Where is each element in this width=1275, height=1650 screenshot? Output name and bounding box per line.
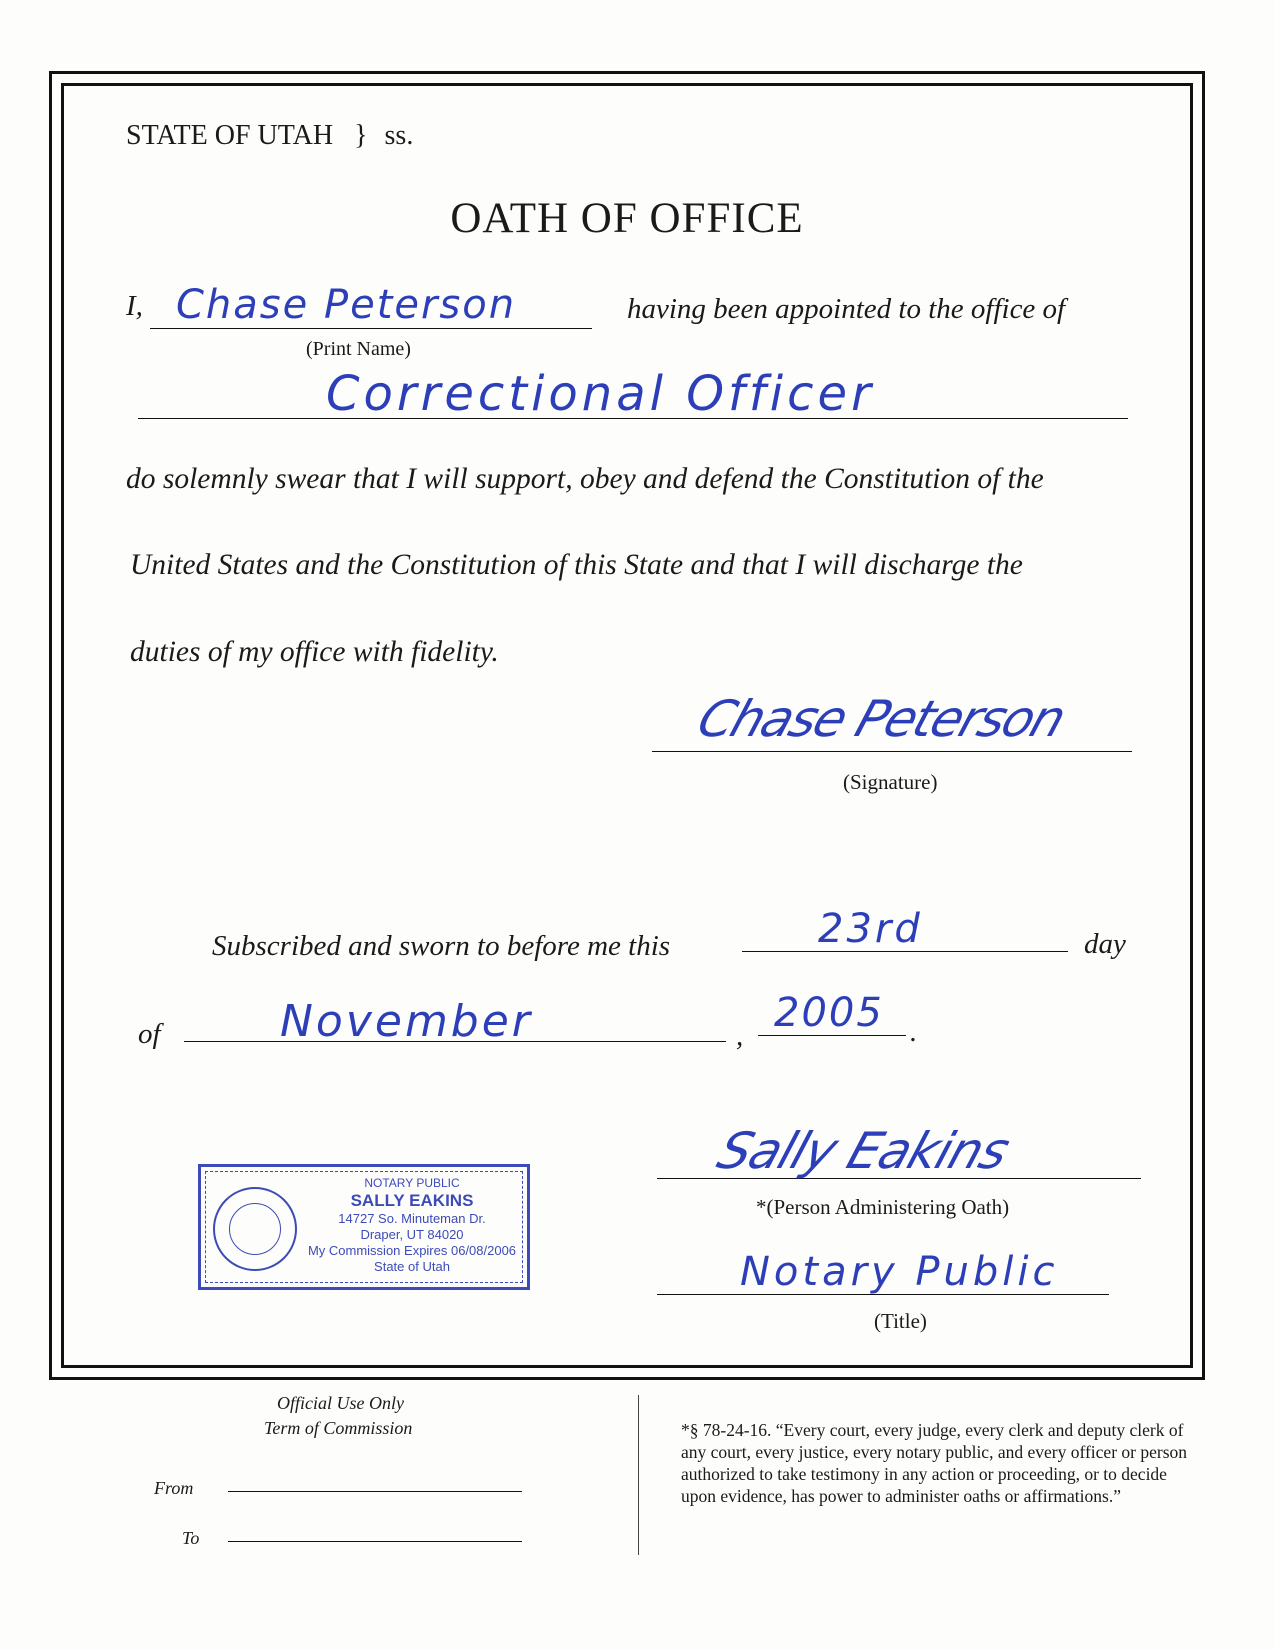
brace: } <box>354 120 368 151</box>
oath-prefix: I, <box>126 290 143 322</box>
state-seal-icon <box>213 1187 297 1271</box>
footer-divider <box>638 1395 639 1555</box>
stamp-state: State of Utah <box>374 1259 450 1274</box>
of-word: of <box>138 1018 161 1050</box>
signature-line <box>652 751 1132 752</box>
stamp-commission: My Commission Expires 06/08/2006 <box>307 1243 517 1258</box>
oath-text-line-1: do solemnly swear that I will support, obey and defend the Constitution of the <box>126 463 1044 495</box>
oath-text-line-3: duties of my office with fidelity. <box>130 636 499 668</box>
handwritten-name: Chase Peterson <box>176 282 517 328</box>
from-line <box>228 1491 522 1492</box>
title-label: (Title) <box>874 1309 927 1333</box>
statute-note: *§ 78-24-16. “Every court, every judge, every clerk and deputy clerk of any court, every justice, every notary public, and every officer or person authorized to take testimony in any action or proceeding, or to decide upon evidence, has power to administer oaths or affirmations.” <box>681 1420 1188 1506</box>
stamp-address-2: Draper, UT 84020 <box>360 1227 464 1242</box>
comma: , <box>736 1020 744 1052</box>
notary-stamp <box>198 1164 530 1290</box>
oath-text-line-2: United States and the Constitution of this State and that I will discharge the <box>130 549 1023 581</box>
document-title: OATH OF OFFICE <box>450 195 804 242</box>
term-of-commission-label: Term of Commission <box>264 1418 413 1438</box>
period: . <box>910 1016 918 1048</box>
stamp-address-1: 14727 So. Minuteman Dr. <box>338 1211 486 1226</box>
handwritten-administrator-signature: Sally Eakins <box>710 1122 1016 1180</box>
official-use-label: Official Use Only <box>277 1393 404 1413</box>
subscribed-text: Subscribed and sworn to before me this <box>212 930 671 962</box>
stamp-text-block <box>301 1175 523 1275</box>
handwritten-title: Notary Public <box>740 1249 1059 1295</box>
handwritten-day: 23rd <box>818 906 923 952</box>
print-name-label: (Print Name) <box>306 338 411 360</box>
to-line <box>228 1541 522 1542</box>
from-label: From <box>154 1478 194 1498</box>
handwritten-office: Correctional Officer <box>326 366 875 422</box>
day-word: day <box>1084 928 1126 960</box>
ss-abbrev: ss. <box>384 120 414 151</box>
stamp-notary-public: NOTARY PUBLIC <box>364 1176 460 1190</box>
handwritten-year: 2005 <box>774 990 884 1036</box>
signature-label: (Signature) <box>843 770 938 794</box>
to-label: To <box>182 1528 200 1548</box>
handwritten-signature: Chase Peterson <box>690 690 1072 748</box>
appointed-text: having been appointed to the office of <box>627 293 1066 325</box>
stamp-notary-name: SALLY EAKINS <box>350 1191 474 1210</box>
venue-line <box>126 120 413 152</box>
name-line <box>150 328 592 329</box>
state-name: STATE OF UTAH <box>126 120 334 151</box>
handwritten-month: November <box>280 996 533 1047</box>
administrator-label: *(Person Administering Oath) <box>756 1195 1010 1219</box>
